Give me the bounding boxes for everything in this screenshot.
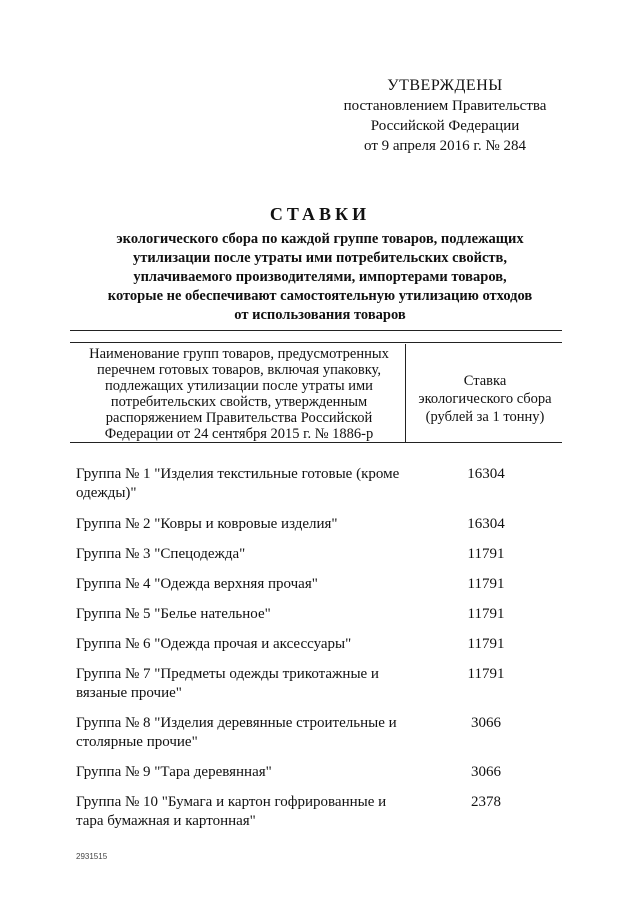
group-name: Группа № 9 "Тара деревянная" <box>76 764 272 780</box>
table-top-rule <box>70 330 562 331</box>
table-header-top-border <box>70 342 562 343</box>
table-column-divider <box>405 344 406 442</box>
group-rate: 11791 <box>467 576 505 592</box>
group-rate: 11791 <box>467 546 505 562</box>
table-header-group-name <box>78 346 400 442</box>
header-line: Наименование групп товаров, предусмотренных <box>89 346 389 362</box>
group-name: Группа № 7 "Предметы одежды трикотажные и вязаные прочие" <box>76 666 379 701</box>
table-header-rate <box>410 372 560 426</box>
group-name: Группа № 5 "Белье нательное" <box>76 606 271 622</box>
table-header-bottom-border <box>70 442 562 443</box>
document-title: СТАВКИ <box>269 204 371 224</box>
group-name: Группа № 8 "Изделия деревянные строительные и столярные прочие" <box>76 715 397 750</box>
subtitle-line: от использования товаров <box>234 307 406 323</box>
approval-block <box>340 76 550 156</box>
header-line: Федерации от 24 сентября 2015 г. № 1886-р <box>104 426 374 442</box>
group-rate: 11791 <box>467 666 505 682</box>
approval-heading: УТВЕРЖДЕНЫ <box>387 77 503 94</box>
header-line: подлежащих утилизации после утраты ими <box>105 378 373 394</box>
group-name: Группа № 3 "Спецодежда" <box>76 546 246 562</box>
group-rate: 16304 <box>467 516 505 532</box>
subtitle-line: экологического сбора по каждой группе товаров, подлежащих <box>116 231 524 247</box>
header-line: (рублей за 1 тонну) <box>425 409 545 425</box>
group-rate: 11791 <box>467 636 505 652</box>
group-name: Группа № 10 "Бумага и картон гофрированные и тара бумажная и картонная" <box>76 794 387 829</box>
header-line: распоряжением Правительства Российской <box>105 410 373 426</box>
group-name: Группа № 1 "Изделия текстильные готовые (кроме одежды)" <box>76 466 400 501</box>
header-line: перечнем готовых товаров, включая упаковку, <box>97 362 381 378</box>
group-rate: 3066 <box>471 715 501 731</box>
group-rate: 11791 <box>467 606 505 622</box>
header-line: Ставка <box>463 373 507 389</box>
group-rate: 3066 <box>471 764 501 780</box>
subtitle-line: уплачиваемого производителями, импортерами товаров, <box>133 269 507 285</box>
header-line: потребительских свойств, утвержденным <box>110 394 368 410</box>
group-rate: 2378 <box>471 794 501 810</box>
subtitle-line: которые не обеспечивают самостоятельную утилизацию отходов <box>107 288 533 304</box>
group-rate: 16304 <box>467 466 505 482</box>
subtitle-line: утилизации после утраты ими потребительских свойств, <box>133 250 507 266</box>
group-name: Группа № 2 "Ковры и ковровые изделия" <box>76 516 338 532</box>
document-code: 2931515 <box>76 852 108 861</box>
approval-line-1: постановлением Правительства <box>343 98 547 114</box>
document-subtitle <box>60 230 580 325</box>
group-name: Группа № 4 "Одежда верхняя прочая" <box>76 576 318 592</box>
approval-line-2: Российской Федерации <box>370 118 520 134</box>
header-line: экологического сбора <box>418 391 552 407</box>
approval-line-3: от 9 апреля 2016 г. № 284 <box>364 138 526 154</box>
group-name: Группа № 6 "Одежда прочая и аксессуары" <box>76 636 352 652</box>
